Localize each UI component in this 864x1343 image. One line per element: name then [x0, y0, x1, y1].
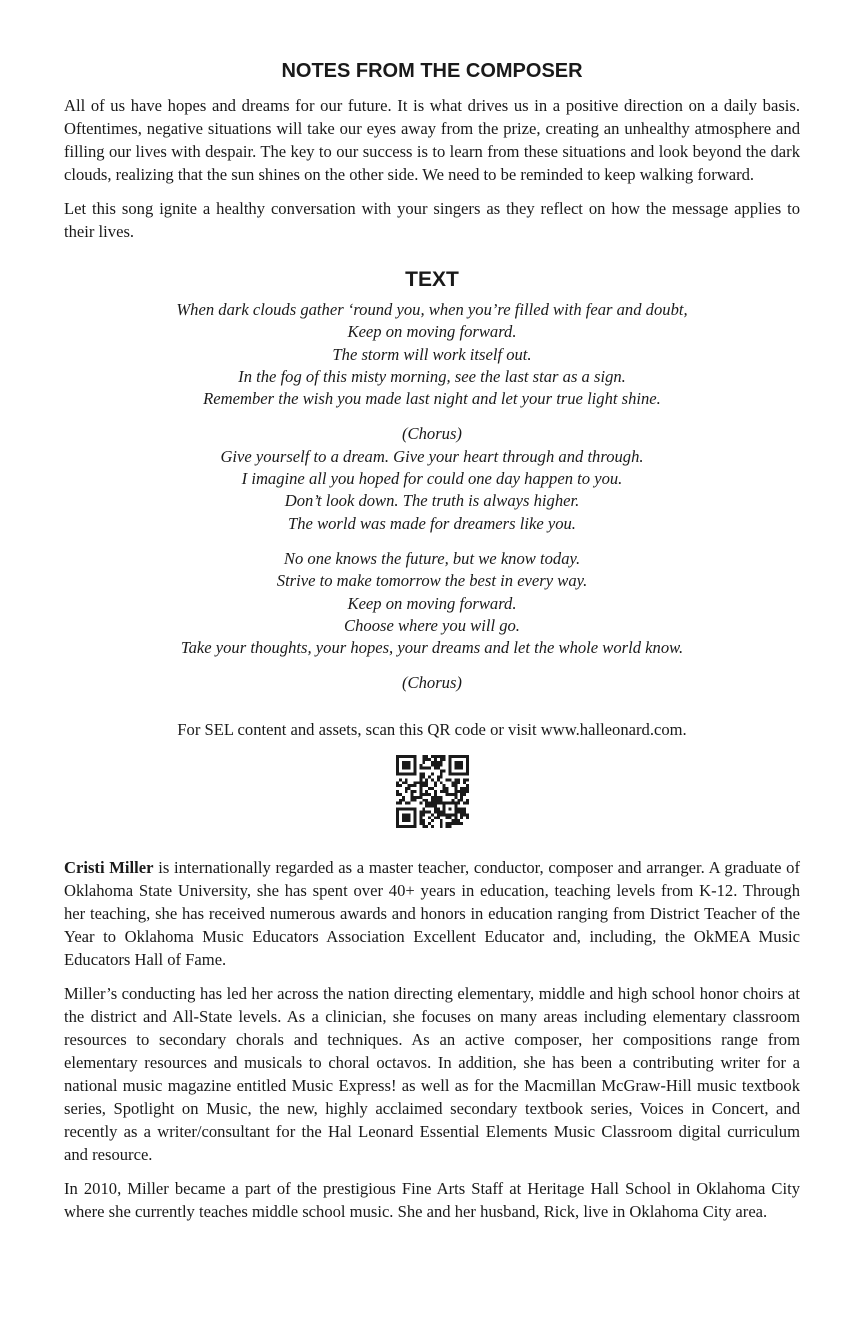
lyric-line: Give yourself to a dream. Give your heart through and through.: [220, 446, 644, 466]
lyric-line: Strive to make tomorrow the best in every way.: [276, 571, 588, 591]
notes-paragraph-1: All of us have hopes and dreams for our future. It is what drives us in a positive direction on a daily basis. Oftentimes, negative situations will take our eyes away from the prize, creating an unhealthy atmosphere and filling our lives with despair. The key to our success is to learn from these situations and look beyond the dark clouds, realizing that the sun shines on the other side. We need to be reminded to keep walking forward.: [64, 96, 800, 184]
qr-code-icon[interactable]: [396, 755, 469, 828]
notes-paragraph-2: Let this song ignite a healthy conversation with your singers as they reflect on how the message applies to their lives.: [64, 199, 800, 241]
lyric-line: Choose where you will go.: [344, 615, 520, 635]
lyric-line: No one knows the future, but we know today.: [283, 548, 581, 568]
lyric-line: Take your thoughts, your hopes, your dreams and let the whole world know.: [180, 638, 684, 658]
lyric-line: When dark clouds gather ‘round you, when you’re filled with fear and doubt,: [176, 300, 688, 319]
sel-notice: For SEL content and assets, scan this QR code or visit www.halleonard.com.: [177, 719, 687, 739]
lyric-line: (Chorus): [402, 424, 462, 444]
lyric-line: I imagine all you hoped for could one day happen to you.: [241, 469, 623, 489]
lyric-line: Keep on moving forward.: [347, 322, 517, 342]
lyric-line: The world was made for dreamers like you.: [288, 513, 576, 533]
bio-paragraph-2: Miller’s conducting has led her across the nation directing elementary, middle and high school honor choirs at the district and All-State levels. As a clinician, she focuses on many areas including elementary classroom resources to secondary chorals and techniques. As an active composer, her compositions range from elementary resources and musicals to choral octavos. In addition, she has been a contributing writer for a national music magazine entitled Music Express! as well as for the Macmillan McGraw-Hill music textbook series, Spotlight on Music, the new, highly acclaimed secondary textbook series, Voices in Concert, and recently as a writer/consultant for the Hal Leonard Essential Elements Music Classroom digital curriculum and resource.: [64, 983, 800, 1164]
lyric-line: (Chorus): [402, 673, 462, 693]
lyric-stanza-1: [64, 299, 800, 410]
lyric-stanza-4: [64, 672, 800, 694]
bio-paragraph-1: [64, 856, 800, 971]
bio-paragraph-3: In 2010, Miller became a part of the prestigious Fine Arts Staff at Heritage Hall School in Oklahoma City where she currently teaches middle school music. She and her husband, Rick, live in Oklahoma City area.: [64, 1178, 800, 1221]
lyric-line: The storm will work itself out.: [332, 344, 532, 364]
notes-heading: NOTES FROM THE COMPOSER: [281, 60, 583, 82]
lyric-stanza-3: [64, 548, 800, 659]
bio-intro-text: is internationally regarded as a master teacher, conductor, composer and arranger. A graduate of Oklahoma State University, she has spent over 40+ years in education, teaching levels from K-12. Through her teaching, she has received numerous awards and honors in education ranging from District Teacher of the Year to Oklahoma Music Educators Association Excellent Educator and, including, the OkMEA Music Educators Hall of Fame.: [64, 857, 800, 969]
document-page: [64, 58, 800, 1234]
qr-code-container[interactable]: [64, 755, 800, 828]
lyric-stanza-2: [64, 423, 800, 534]
lyric-line: In the fog of this misty morning, see the last star as a sign.: [238, 366, 626, 386]
lyric-line: Don’t look down. The truth is always higher.: [284, 491, 580, 511]
composer-name: Cristi Miller: [64, 857, 154, 877]
text-heading: TEXT: [405, 268, 459, 291]
lyric-line: Remember the wish you made last night and let your true light shine.: [203, 389, 661, 409]
lyric-line: Keep on moving forward.: [347, 593, 517, 613]
